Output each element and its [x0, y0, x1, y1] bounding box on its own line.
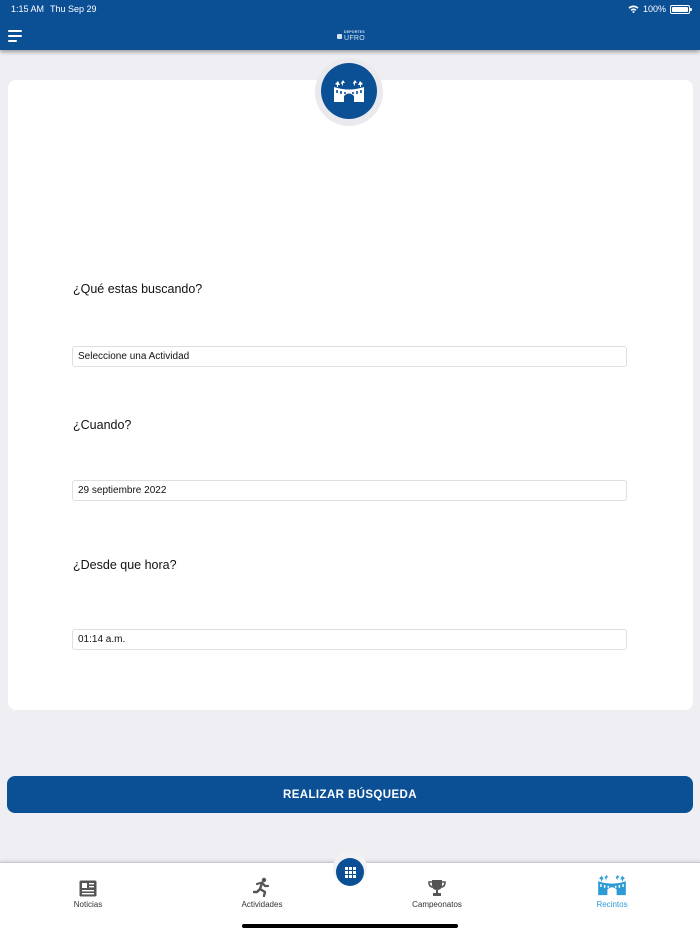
time-question: ¿Desde que hora?: [73, 558, 177, 572]
status-bar-right: [628, 4, 690, 14]
tab-label-campeonatos: Campeonatos: [412, 900, 462, 909]
battery-percent: 100%: [642, 4, 666, 14]
tab-label-noticias: Noticias: [73, 900, 103, 909]
apps-grid-button[interactable]: [336, 858, 364, 886]
trophy-icon: [427, 879, 447, 897]
runner-icon: [252, 877, 272, 897]
tab-recintos[interactable]: [557, 875, 667, 909]
wifi-icon: [628, 5, 639, 13]
search-form-card: [8, 80, 693, 710]
date-field[interactable]: 29 septiembre 2022: [72, 480, 627, 501]
activity-select[interactable]: Seleccione una Actividad: [72, 346, 627, 367]
stadium-badge: [321, 63, 377, 119]
search-button[interactable]: REALIZAR BÚSQUEDA: [7, 776, 693, 813]
stadium-icon: [332, 78, 366, 104]
logo-line2: UFRO: [344, 34, 366, 42]
date-question: ¿Cuando?: [73, 418, 132, 432]
tab-label-recintos: Recintos: [596, 900, 628, 909]
newspaper-icon: [79, 880, 97, 897]
logo-line1: DEPORTES: [344, 30, 365, 34]
app-logo: [337, 31, 365, 42]
tab-actividades[interactable]: [207, 875, 317, 909]
logo-mark-icon: [337, 34, 342, 39]
home-indicator[interactable]: [242, 924, 458, 928]
tab-campeonatos[interactable]: [382, 875, 492, 909]
tab-label-actividades: Actividades: [241, 900, 283, 909]
hamburger-menu-icon[interactable]: [8, 30, 22, 42]
status-date: Thu Sep 29: [50, 4, 97, 14]
tab-noticias[interactable]: [33, 875, 143, 909]
battery-icon: [670, 5, 690, 14]
grid-icon: [345, 867, 356, 878]
status-time: 1:15 AM: [11, 4, 45, 14]
activity-question: ¿Qué estas buscando?: [73, 282, 203, 296]
app-header: [0, 0, 700, 50]
status-bar-left: [11, 4, 97, 14]
stadium-icon: [596, 873, 628, 897]
time-field[interactable]: 01:14 a.m.: [72, 629, 627, 650]
